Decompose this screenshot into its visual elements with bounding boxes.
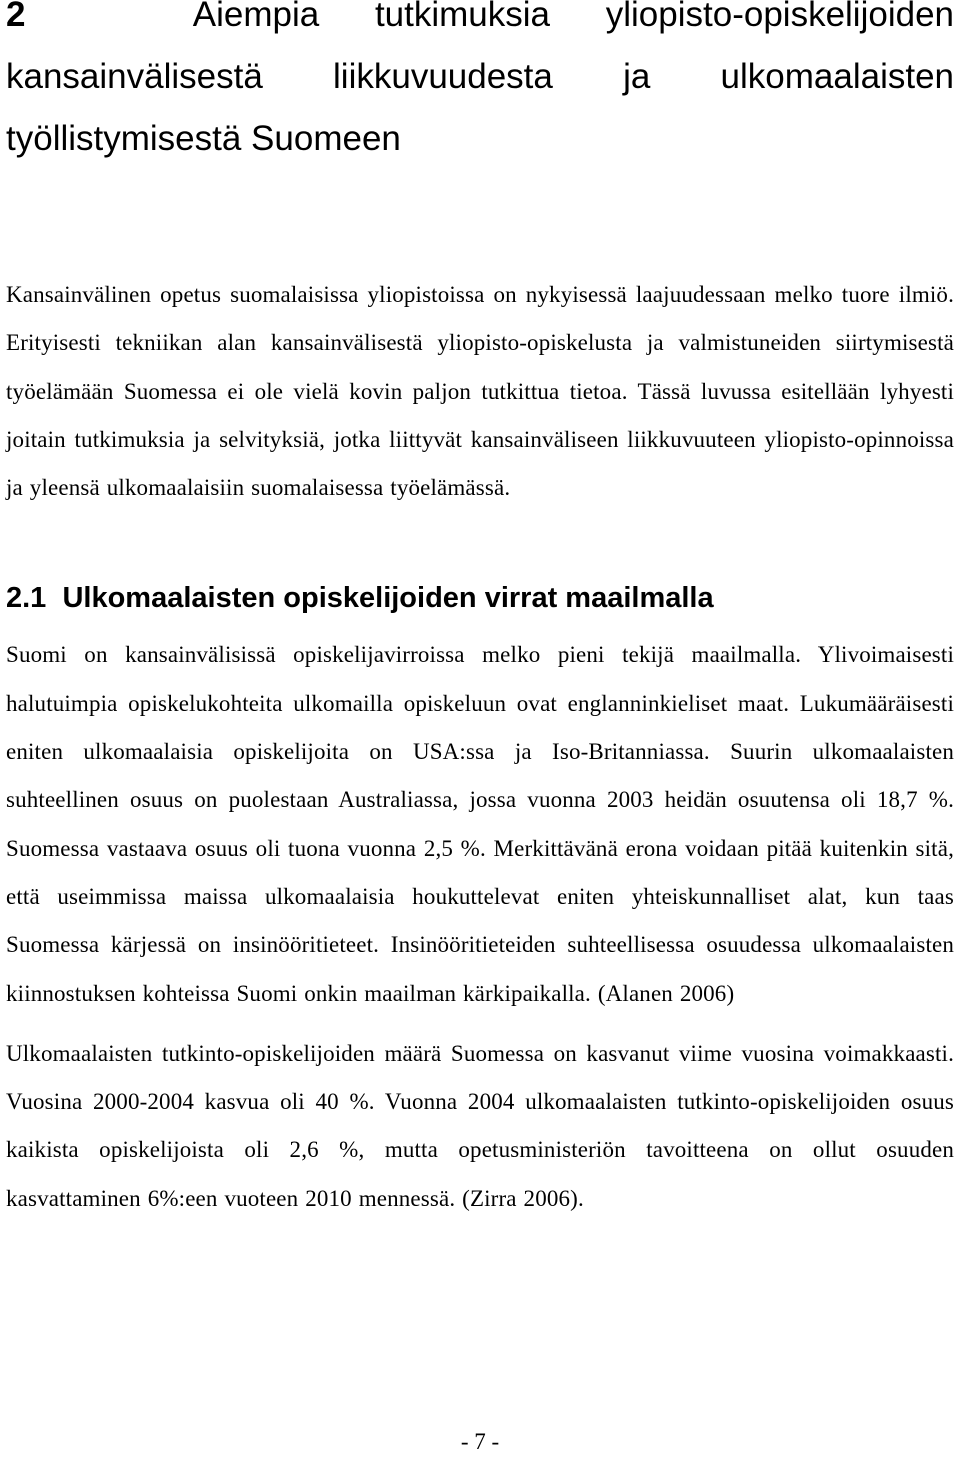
body-paragraph: Ulkomaalaisten tutkinto-opiskelijoiden määrä Suomessa on kasvanut viime vuosina voimakkaasti. Vuosina 2000-2004 kasvua oli 40 %. Vuonna 2004 ulkomaalaisten tutkinto-opiskelijoiden osuus kaikista opiskelijoista oli 2,6 %, mutta opetusministeriön tavoitteena on ollut osuuden kasvattaminen 6%:een vuoteen 2010 mennessä. (Zirra 2006). (6, 1040, 954, 1211)
document-page (6, 0, 954, 1223)
chapter-number: 2 (6, 0, 26, 34)
chapter-heading (6, 0, 954, 170)
body-paragraph: Suomi on kansainvälisissä opiskelijavirroissa melko pieni tekijä maailmalla. Ylivoimaisesti halutuimpia opiskelukohteita ulkomailla opiskeluun ovat englanninkieliset maat. Lukumääräisesti eniten ulkomaalaisia opiskelijoita on USA:ssa ja Iso-Britanniassa. Suurin ulkomaalaisten suhteellinen osuus on puolestaan Australiassa, jossa vuonna 2003 heidän osuutensa oli 18,7 %. Suomessa vastaava osuus oli tuona vuonna 2,5 %. Merkittävänä erona voidaan pitää kuitenkin sitä, että useimmissa maissa ulkomaalaisia houkuttelevat eniten yhteiskunnalliset alat, kun taas Suomessa kärjessä on insinööritieteet. Insinööritieteiden suhteellisessa osuudessa ulkomaalaisten kiinnostuksen kohteissa Suomi onkin maailman kärkipaikalla. (Alanen 2006) (6, 642, 954, 1006)
section-heading (6, 574, 954, 622)
section-number: 2.1 (6, 582, 47, 615)
section-title: Ulkomaalaisten opiskelijoiden virrat maailmalla (62, 582, 714, 615)
page-number: - 7 - (460, 1429, 500, 1454)
intro-paragraph: Kansainvälinen opetus suomalaisissa yliopistoissa on nykyisessä laajuudessaan melko tuore ilmiö. Erityisesti tekniikan alan kansainvälisestä yliopisto-opiskelusta ja valmistuneiden siirtymisestä työelämään Suomessa ei ole vielä kovin paljon tutkittua tietoa. Tässä luvussa esitellään lyhyesti joitain tutkimuksia ja selvityksiä, jotka liittyvät kansainväliseen liikkuvuuteen yliopisto-opinnoissa ja yleensä ulkomaalaisiin suomalaisessa työelämässä. (6, 282, 954, 501)
chapter-title: Aiempia tutkimuksia yliopisto-opiskelijoiden kansainvälisestä liikkuvuudesta ja ulkomaalaisten työllistymisestä Suomeen (6, 0, 954, 158)
